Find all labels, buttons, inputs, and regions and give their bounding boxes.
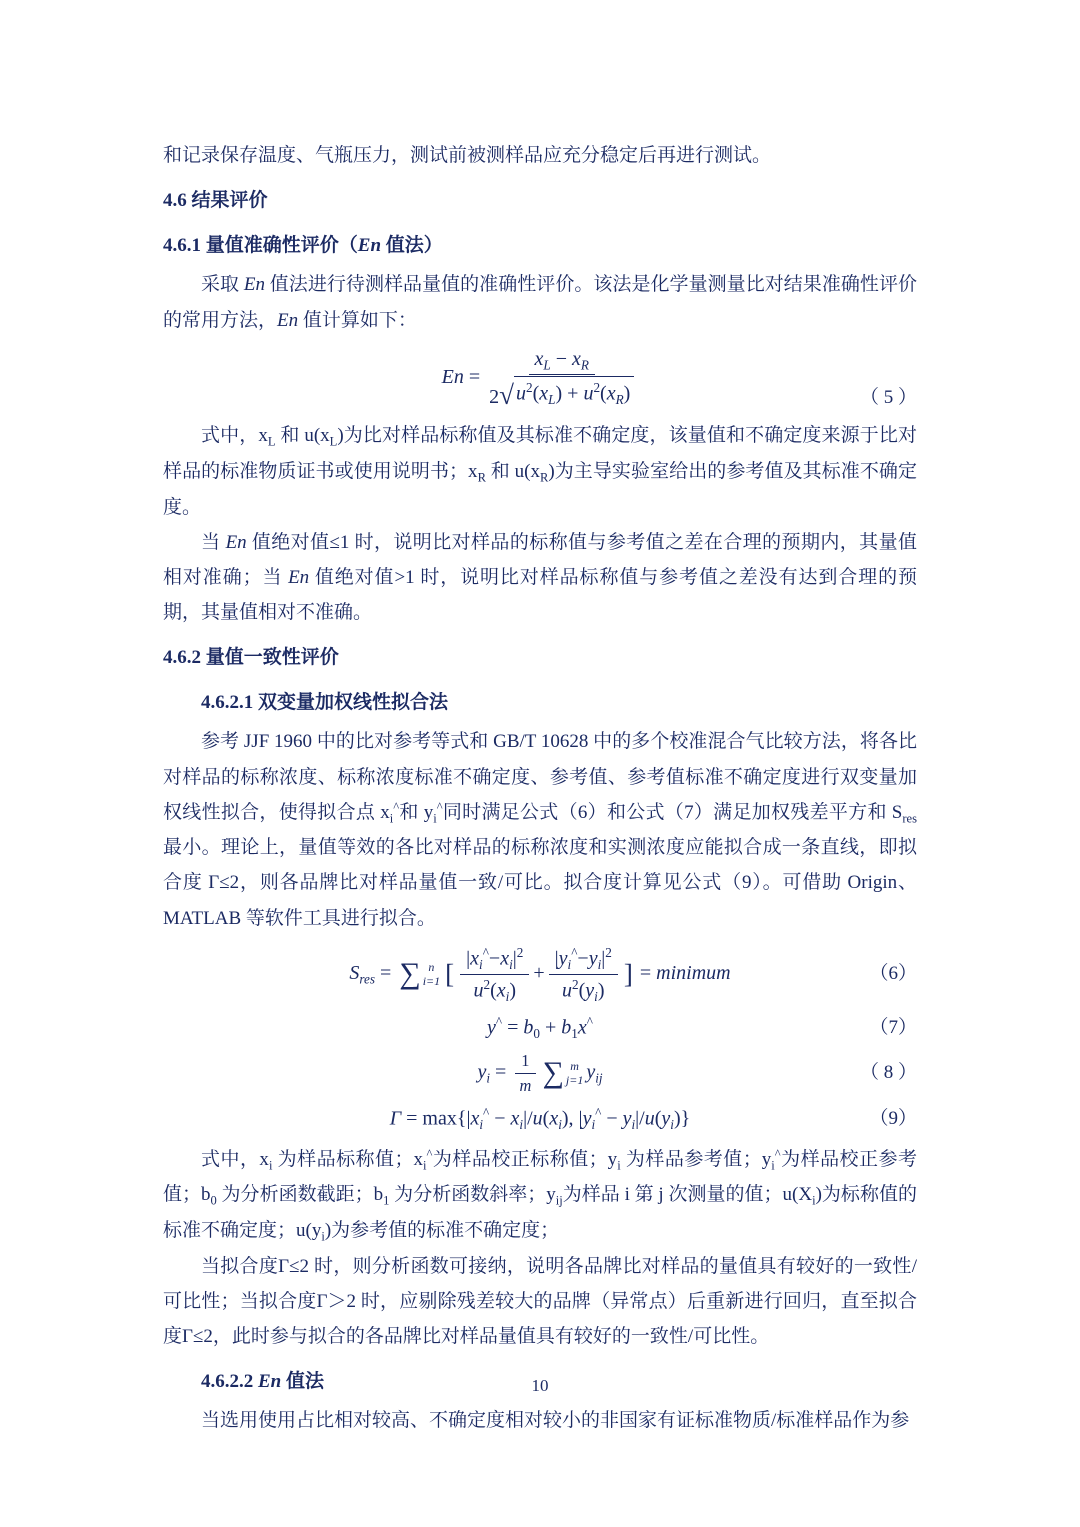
formula-8-coef-numerator: 1 (515, 1050, 535, 1073)
formula-5-number: （ 5 ） (859, 386, 917, 408)
formula-5-sqrt (499, 376, 634, 411)
formula-8-coefficient-fraction (515, 1050, 535, 1096)
formula-9-expression: $\Gamma = \max\{|x_i^{\^{}} - x_i|/u(x_i)$, $|y_i^{\^{}} - y_i|/u(y_i)$} (389, 1105, 691, 1132)
formula-9-number: （9） (869, 1108, 917, 1130)
limit-lower: j=1 (565, 1073, 584, 1088)
formula-6-rhs: = minimum (634, 961, 731, 984)
paragraph-en-method-intro: 采取 En 值法进行待测样品量值的准确性评价。该法是化学量测量比对结果准确性评价的常用方法，En 值计算如下： (163, 274, 917, 331)
summation-operator (543, 1058, 584, 1088)
formula-5-row (163, 346, 917, 411)
open-bracket: [ (445, 959, 455, 990)
limit-lower: i=1 (422, 974, 441, 989)
sigma-icon: ∑ (542, 1056, 564, 1090)
formula-5-denominator (489, 375, 634, 410)
formula-8-row (163, 1050, 917, 1096)
formula-6-lhs: $S_{res}$ = (349, 961, 397, 987)
formula-6-term2 (549, 944, 618, 1005)
limit-upper: m (570, 1058, 579, 1073)
limit-upper: n (428, 959, 435, 974)
heading-4-6: 4.6 结果评价 (163, 190, 268, 212)
formula-6-term1 (460, 944, 529, 1005)
formula-5-numerator: $x_L - x_R$ (529, 346, 595, 376)
summation-limits (566, 1059, 583, 1088)
paragraph-formula-notation: 式中，$x_i$ 为样品标称值；$x_i^{\^{}}$为样品校正标称值；$y_i$ 为样品参考值；$y_i^{\^{}}$为样品校正参考值；$b_0$ 为分析函数截距；$b_1$ 为分析函数斜率；$y_{ij}$为样品 i 第 j 次测量的值；$u(X_i)$为标称值的标准不确定度；$u(y_i)$为参考值的标准不确定度； (163, 1146, 917, 1244)
summation-operator (399, 959, 440, 989)
heading-4-6-2: 4.6.2 量值一致性评价 (163, 647, 339, 669)
formula-7-row (163, 1013, 917, 1043)
formula-6-number: （6） (869, 963, 917, 985)
close-bracket: ] (623, 959, 633, 990)
formula-6-term2-denominator: $u^2(y_i)$ (562, 976, 605, 1004)
paragraph-en-criteria: 当 En 值绝对值≤1 时，说明比对样品的标称值与参考值之差在合理的预期内，其量值相对准确；当 En 值绝对值>1 时，说明比对样品标称值与参考值之差没有达到合理的预期，其量值相对不准确。 (163, 531, 917, 624)
heading-4-6-1: 4.6.1 量值准确性评价（En 值法） (163, 235, 443, 257)
formula-6-term1-denominator: $u^2(x_i)$ (473, 976, 516, 1004)
paragraph-continued: 和记录保存温度、气瓶压力，测试前被测样品应充分稳定后再进行测试。 (163, 145, 772, 166)
paragraph-4-6-2-2-intro: 当选用使用占比相对较高、不确定度相对较小的非国家有证标准物质/标准样品作为参 (201, 1410, 910, 1432)
formula-8-coef-denominator: m (519, 1075, 532, 1095)
formula-6-row (163, 944, 917, 1005)
heading-4-6-2-1: 4.6.2.1 双变量加权线性拟合法 (201, 692, 449, 714)
formula-5-expression (442, 346, 639, 411)
formula-7-number: （7） (869, 1016, 917, 1038)
paragraph-fit-criteria: 当拟合度Γ≤2 时，则分析函数可接纳，说明各品牌比对样品的量值具有较好的一致性/可比性；当拟合度Γ＞2 时，应剔除残差较大的品牌（异常点）后重新进行回归，直至拟合度Γ≤2，此时参与拟合的各品牌比对样品量值具有较好的一致性/可比性。 (163, 1255, 917, 1347)
formula-8-number: （ 8 ） (859, 1062, 917, 1084)
formula-8-expression (477, 1050, 602, 1096)
formula-9-row (163, 1104, 917, 1134)
formula-7-expression: $y^{\^{}} = b_0 + b_1x^{\^{}}$ (487, 1013, 593, 1041)
sigma-icon: ∑ (399, 957, 421, 991)
page-number: 10 (531, 1376, 549, 1395)
paragraph-fitting-method: 参考 JJF 1960 中的比对参考等式和 GB/T 10628 中的多个校准混合气比较方法，将各比对样品的标称浓度、标称浓度标准不确定度、参考值、参考值标准不确定度进行双变量加权线性拟合，使得拟合点 $x_i^{\^{}}$和 $y_i^{\^{}}$同时满足公式（6）和公式（7）满足加权残差平方和 $S_{res}$ 最小。理论上，量值等效的各比对样品的标称浓度和实测浓度应能拟合成一条直线，即拟合度 Γ≤2，则各品牌比对样品量值一致/可比。拟合度计算见公式（9）。可借助 Origin、MATLAB 等软件工具进行拟合。 (163, 731, 917, 929)
formula-5-lhs: En = (441, 365, 486, 388)
formula-6-term1-numerator: $|x_i^{\^{}}-x_i|^2$ (460, 944, 529, 975)
formula-5-radicand: $u^2(x_L) + u^2(x_R)$ (514, 376, 634, 408)
formula-5-fraction (489, 346, 634, 411)
formula-8-rhs: $y_{ij}$ (586, 1060, 603, 1086)
formula-6-expression (349, 944, 730, 1005)
radical-sign: √ (499, 380, 514, 411)
summation-limits (423, 960, 440, 989)
formula-8-lhs: $y_i$ = (477, 1060, 512, 1086)
heading-4-6-2-2: 4.6.2.2 En 值法 (201, 1370, 325, 1392)
formula-6-term2-numerator: $|y_i^{\^{}}-y_i|^2$ (549, 944, 618, 975)
paragraph-formula5-notation: 式中，$x_L$ 和 $u(x_L)$为比对样品标称值及其标准不确定度，该量值和不确定度来源于比对样品的标准物质证书或使用说明书；$x_R$ 和 $u(x_R)$为主导实验室给出的参考值及其标准不确定度。 (163, 425, 917, 518)
plus-sign: + (533, 961, 545, 984)
formula-5-coefficient: 2 (489, 386, 500, 409)
